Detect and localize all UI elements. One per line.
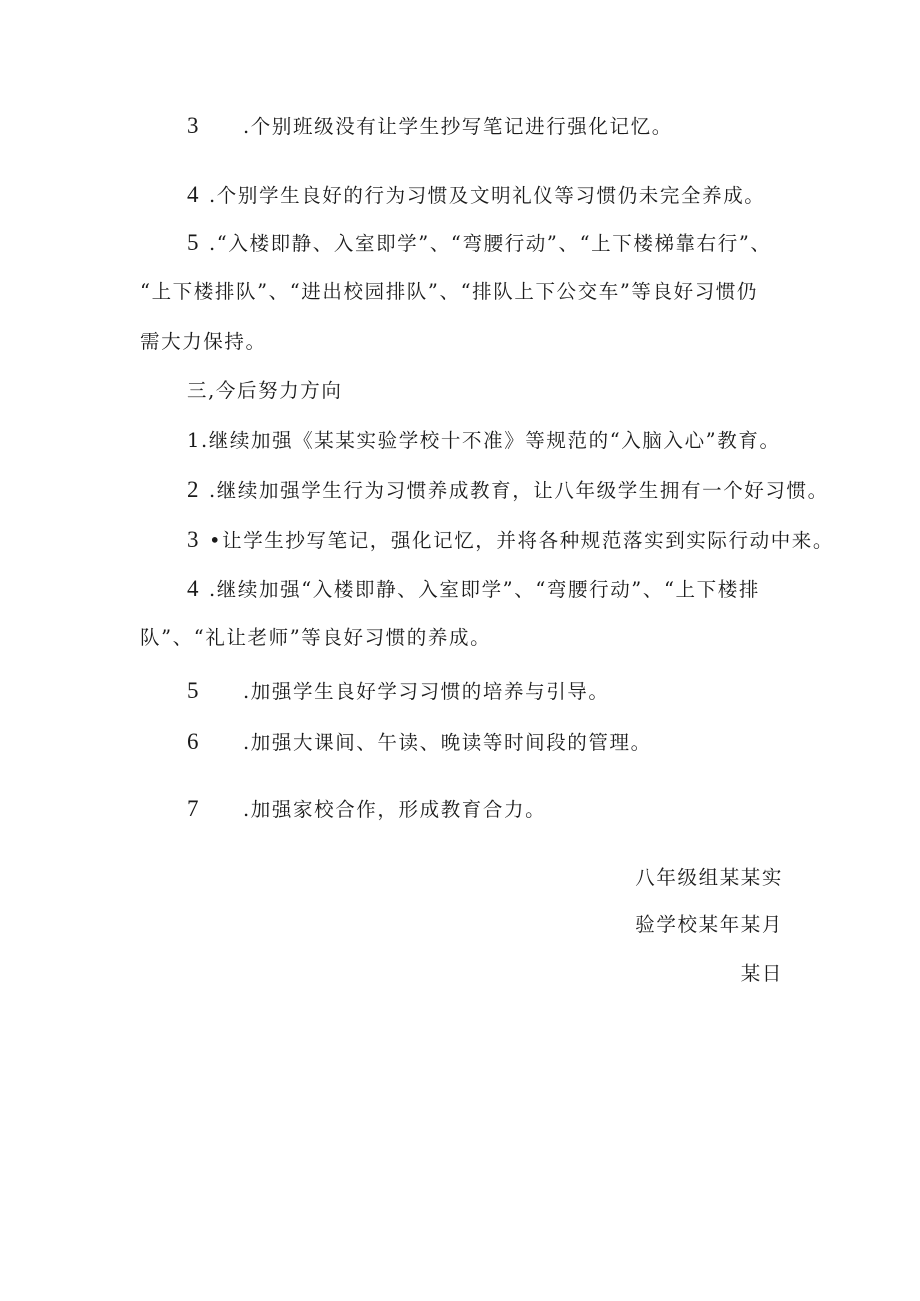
item-number: 2 [187,477,199,502]
item-text: .加强家校合作，形成教育合力。 [243,798,547,821]
direction-item-5 [187,678,610,705]
direction-item-1: 1.继续加强《某某实验学校十不准》等规范的“入脑入心”教育。 [187,429,781,452]
item-text: .继续加强“入楼即静、入室即学”、“弯腰行动”、“上下楼排 [209,578,760,601]
item-number: 3 [187,113,199,138]
item-number: 4 [187,576,199,601]
item-text: .“入楼即静、入室即学”、“弯腰行动”、“上下楼梯靠右行”、 [209,232,772,255]
direction-item-7 [187,796,546,823]
item-number: 5 [187,230,199,255]
direction-item-4-line-1 [187,576,760,603]
problem-item-4 [187,182,765,209]
problem-item-5-line-2: “上下楼排队”、“进出校园排队”、“排队上下公交车”等良好习惯仍 [140,280,759,303]
problem-item-3 [187,113,673,140]
direction-item-4-line-2: 队”、“礼让老师”等良好习惯的养成。 [140,626,492,649]
direction-item-2 [187,477,829,504]
signature-line-2: 验学校某年某月 [635,913,783,936]
item-text: .个别学生良好的行为习惯及文明礼仪等习惯仍未完全养成。 [209,184,766,207]
item-number: 5 [187,678,199,703]
signature-line-1: 八年级组某某实 [635,866,783,889]
item-number: 4 [187,182,199,207]
signature-line-3: 某日 [740,962,783,985]
direction-item-6 [187,729,652,756]
item-text: •让学生抄写笔记，强化记忆，并将各种规范落实到实际行动中来。 [209,529,835,552]
problem-item-5-line-1 [187,230,772,257]
item-text: .加强大课间、午读、晚读等时间段的管理。 [243,731,652,754]
problem-item-5-line-3: 需大力保持。 [140,330,267,353]
direction-item-3 [187,527,834,554]
item-number: 3 [187,527,199,552]
item-text: .加强学生良好学习习惯的培养与引导。 [243,680,610,703]
item-text: .个别班级没有让学生抄写笔记进行强化记忆。 [243,115,673,138]
section-heading: 三,今后努力方向 [187,379,343,402]
item-number: 6 [187,729,199,754]
item-text: .继续加强学生行为习惯养成教育，让八年级学生拥有一个好习惯。 [209,479,829,502]
item-number: 7 [187,796,199,821]
